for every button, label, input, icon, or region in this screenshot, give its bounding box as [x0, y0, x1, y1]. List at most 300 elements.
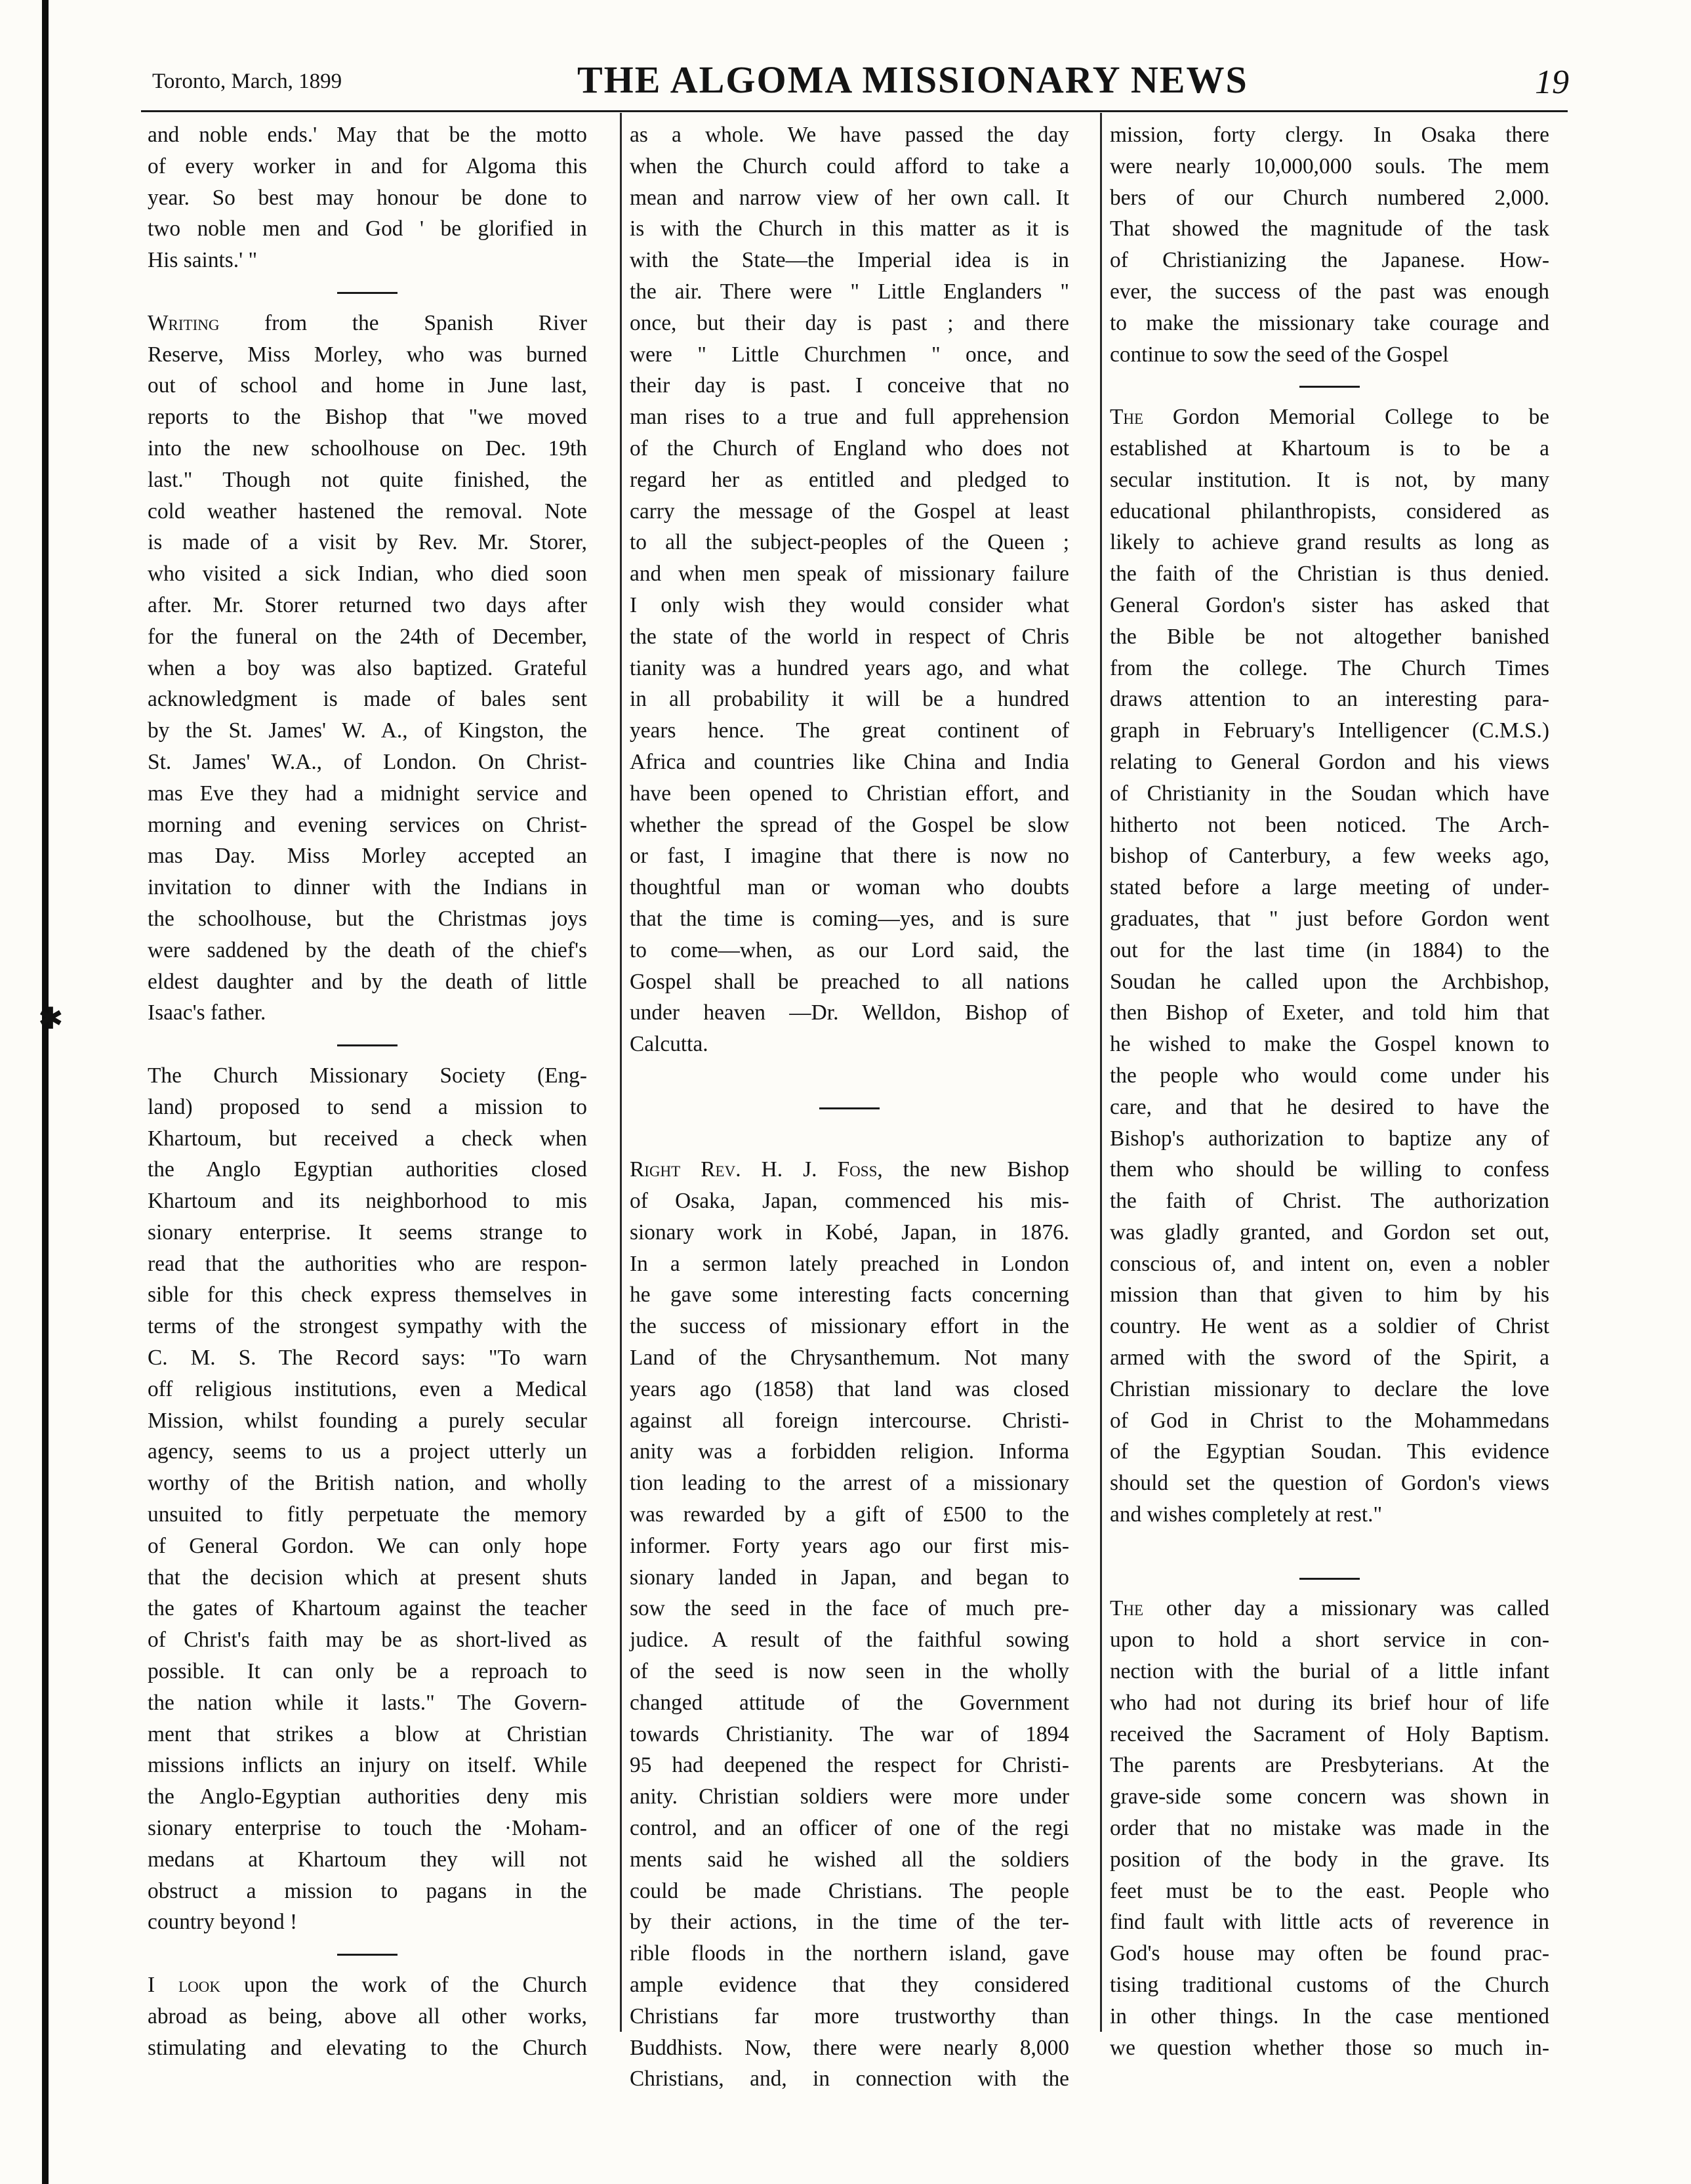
text-line	[630, 1279, 1069, 1311]
text-line	[148, 1060, 587, 1092]
text-line	[148, 464, 587, 496]
text-line	[1110, 558, 1549, 590]
line-text: tion leading to the arrest of a missionary	[630, 1471, 1069, 1496]
line-text: from the Spanish River	[219, 310, 587, 335]
line-text: of Christ's faith may be as short-lived as	[148, 1628, 587, 1653]
line-text: bers of our Church numbered 2,000.	[1110, 185, 1549, 210]
line-text: country beyond !	[148, 1910, 298, 1935]
line-text: judice. A result of the faithful sowing	[630, 1628, 1069, 1653]
text-line	[630, 715, 1069, 747]
line-text: that the decision which at present shuts	[148, 1565, 587, 1590]
text-line	[1110, 464, 1549, 496]
line-text: care, and that he desired to have the	[1110, 1094, 1549, 1119]
line-text: rible floods in the northern island, gave	[630, 1941, 1069, 1966]
line-text: off religious institutions, even a Medical	[148, 1376, 587, 1401]
line-text: the air. There were " Little Englanders "	[630, 279, 1069, 304]
line-text: ample evidence that they considered	[630, 1973, 1069, 1998]
line-text: the gates of Khartoum against the teacher	[148, 1596, 587, 1621]
text-line	[1110, 684, 1549, 715]
line-text: In a sermon lately preached in London	[630, 1251, 1069, 1276]
line-text: of Christianizing the Japanese. How-	[1110, 248, 1549, 273]
text-line	[148, 840, 587, 872]
text-line	[1110, 1060, 1549, 1092]
text-line	[148, 245, 587, 276]
text-line	[148, 1279, 587, 1311]
line-text: eldest daughter and by the death of little	[148, 969, 587, 994]
text-line	[1110, 1656, 1549, 1687]
article-column-1	[148, 119, 587, 2063]
text-line	[1110, 276, 1549, 308]
text-line	[630, 339, 1069, 371]
line-text: draws attention to an interesting para-	[1110, 687, 1549, 712]
line-text: of God in Christ to the Mohammedans	[1110, 1408, 1549, 1433]
line-text: mas Day. Miss Morley accepted an	[148, 844, 587, 869]
text-line	[148, 1781, 587, 1813]
line-text: tianity was a hundred years ago, and what	[630, 655, 1069, 680]
text-line	[630, 872, 1069, 903]
line-text: 95 had deepened the respect for Christi-	[630, 1753, 1069, 1778]
text-line	[630, 1624, 1069, 1656]
line-text: changed attitude of the Government	[630, 1690, 1069, 1715]
text-line	[1110, 997, 1549, 1029]
text-line	[1110, 590, 1549, 621]
text-line	[630, 903, 1069, 935]
line-text: to come—when, as our Lord said, the	[630, 937, 1069, 962]
line-text: that the time is coming—yes, and is sure	[630, 906, 1069, 931]
line-text: stimulating and elevating to the Church	[148, 2035, 587, 2060]
text-line	[1110, 1154, 1549, 1185]
text-line	[1110, 715, 1549, 747]
text-line	[1110, 1750, 1549, 1781]
lead-in-small-caps: Writing	[148, 310, 220, 335]
line-text: read that the authorities who are respon-	[148, 1251, 587, 1276]
line-text: the Bible be not altogether banished	[1110, 624, 1549, 649]
text-line	[1110, 1436, 1549, 1468]
line-text: of every worker in and for Algoma this	[148, 154, 587, 178]
line-text: he wished to make the Gospel known to	[1110, 1032, 1549, 1057]
text-line	[148, 1750, 587, 1781]
text-line	[1110, 1029, 1549, 1060]
text-line	[148, 1624, 587, 1656]
article-column-2	[630, 119, 1069, 2095]
line-text: General Gordon's sister has asked that	[1110, 592, 1549, 617]
text-line	[148, 182, 587, 214]
text-line	[630, 558, 1069, 590]
text-line	[630, 1531, 1069, 1562]
text-line	[630, 1750, 1069, 1781]
line-text: Buddhists. Now, there were nearly 8,000	[630, 2035, 1069, 2060]
issue-date: Toronto, March, 1899	[152, 70, 342, 93]
line-text: were saddened by the death of the chief's	[148, 937, 587, 962]
line-text: Gospel shall be preached to all nations	[630, 969, 1069, 994]
line-text: two noble men and God ' be glorified in	[148, 216, 587, 241]
line-text: mission than that given to him by his	[1110, 1283, 1549, 1308]
text-line	[1110, 2001, 1549, 2032]
text-line	[630, 1813, 1069, 1844]
line-text: the new Bishop	[882, 1157, 1069, 1182]
line-text: the schoolhouse, but the Christmas joys	[148, 906, 587, 931]
line-text: control, and an officer of one of the regi	[630, 1816, 1069, 1841]
line-text: upon the work of the Church	[220, 1973, 587, 1998]
text-line	[148, 1092, 587, 1123]
line-text: sionary work in Kobé, Japan, in 1876.	[630, 1220, 1069, 1245]
text-line	[1110, 402, 1549, 433]
text-line	[630, 496, 1069, 527]
text-line	[630, 308, 1069, 339]
text-line	[148, 402, 587, 433]
line-text: graduates, that " just before Gordon went	[1110, 906, 1549, 931]
line-text: in other things. In the case mentioned	[1110, 2004, 1549, 2029]
text-line	[148, 1468, 587, 1499]
line-text: possible. It can only be a reproach to	[148, 1659, 587, 1684]
line-text: man rises to a true and full apprehension	[630, 405, 1069, 430]
text-line	[630, 1248, 1069, 1280]
paragraph-gap	[630, 1060, 1069, 1092]
line-text: as a whole. We have passed the day	[630, 123, 1069, 147]
text-line	[148, 747, 587, 778]
text-line	[148, 1185, 587, 1217]
text-line	[1110, 1719, 1549, 1750]
lead-in-small-caps: The	[1110, 405, 1144, 430]
text-line	[148, 496, 587, 527]
text-line	[1110, 872, 1549, 903]
text-line	[630, 997, 1069, 1029]
line-text: country. He went as a soldier of Christ	[1110, 1314, 1549, 1339]
text-line	[148, 1217, 587, 1248]
text-line	[148, 339, 587, 371]
text-line	[630, 1405, 1069, 1437]
line-text: sow the seed in the face of much pre-	[630, 1596, 1069, 1621]
line-text: Soudan he called upon the Archbishop,	[1110, 969, 1549, 994]
line-text: Christians far more trustworthy than	[630, 2004, 1069, 2029]
text-line	[148, 1154, 587, 1185]
text-line	[148, 1342, 587, 1374]
text-line	[148, 2001, 587, 2032]
text-line	[1110, 1876, 1549, 1907]
text-line	[630, 1499, 1069, 1531]
line-text: the Anglo Egyptian authorities closed	[148, 1157, 587, 1182]
lead-in-small-caps: I look	[148, 1973, 220, 1998]
text-line	[1110, 1813, 1549, 1844]
text-line	[630, 151, 1069, 182]
text-line	[630, 1562, 1069, 1594]
line-text: Christian missionary to declare the love	[1110, 1376, 1549, 1401]
text-line	[630, 1374, 1069, 1405]
line-text: the state of the world in respect of Chris	[630, 624, 1069, 649]
line-text: unsuited to fitly perpetuate the memory	[148, 1502, 587, 1527]
text-line	[148, 903, 587, 935]
text-line	[630, 370, 1069, 402]
line-text: whether the spread of the Gospel be slow	[630, 812, 1069, 837]
line-text: were nearly 10,000,000 souls. The mem	[1110, 154, 1549, 178]
line-text: is made of a visit by Rev. Mr. Storer,	[148, 530, 587, 555]
text-line	[148, 966, 587, 998]
text-line	[630, 966, 1069, 998]
line-text: obstruct a mission to pagans in the	[148, 1878, 587, 1903]
text-line	[1110, 308, 1549, 339]
text-line	[1110, 653, 1549, 684]
line-text: anity was a forbidden religion. Informa	[630, 1439, 1069, 1464]
text-line	[148, 1311, 587, 1342]
text-line	[148, 1562, 587, 1594]
text-line	[148, 872, 587, 903]
line-text: position of the body in the grave. Its	[1110, 1847, 1549, 1872]
page-binding-edge	[42, 0, 49, 2184]
line-text: medans at Khartoum they will not	[148, 1847, 587, 1872]
text-line	[1110, 840, 1549, 872]
line-text: Reserve, Miss Morley, who was burned	[148, 342, 587, 367]
text-line	[148, 1844, 587, 1876]
text-line	[630, 621, 1069, 653]
line-text: have been opened to Christian effort, and	[630, 781, 1069, 806]
text-line	[630, 402, 1069, 433]
line-text: when the Church could afford to take a	[630, 154, 1069, 178]
text-line	[148, 590, 587, 621]
line-text: the faith of Christ. The authorization	[1110, 1189, 1549, 1214]
line-text: with the State—the Imperial idea is in	[630, 248, 1069, 273]
header-rule	[141, 110, 1568, 112]
text-line	[1110, 213, 1549, 245]
line-text: stated before a large meeting of under-	[1110, 875, 1549, 900]
text-line	[148, 810, 587, 841]
article-column-3	[1110, 119, 1549, 2063]
line-text: I only wish they would consider what	[630, 592, 1069, 617]
text-line	[148, 1906, 587, 1938]
line-text: years ago (1858) that land was closed	[630, 1376, 1069, 1401]
text-line	[630, 276, 1069, 308]
line-text: acknowledgment is made of bales sent	[148, 687, 587, 712]
text-line	[1110, 1593, 1549, 1624]
line-text: last." Though not quite finished, the	[148, 467, 587, 492]
text-line	[1110, 1311, 1549, 1342]
column-rule-1	[620, 113, 622, 2032]
text-line	[630, 1719, 1069, 1750]
line-text: the faith of the Christian is thus denied.	[1110, 562, 1549, 587]
text-line	[630, 1468, 1069, 1499]
line-text: of the Church of England who does not	[630, 436, 1069, 461]
text-line	[1110, 1342, 1549, 1374]
line-text: against all foreign intercourse. Christi-	[630, 1408, 1069, 1433]
line-text: mission, forty clergy. In Osaka there	[1110, 123, 1549, 147]
text-line	[148, 1593, 587, 1624]
line-text: from the college. The Church Times	[1110, 655, 1549, 680]
line-text: Bishop's authorization to baptize any of	[1110, 1126, 1549, 1151]
line-text: by the St. James' W. A., of Kingston, the	[148, 718, 587, 743]
line-text: carry the message of the Gospel at least	[630, 499, 1069, 524]
line-text: nection with the burial of a little infant	[1110, 1659, 1549, 1684]
text-line	[1110, 433, 1549, 464]
text-line	[148, 2032, 587, 2064]
text-line	[630, 810, 1069, 841]
text-line	[630, 778, 1069, 810]
section-divider	[1110, 1562, 1549, 1594]
text-line	[630, 653, 1069, 684]
line-text: Khartoum, but received a check when	[148, 1126, 587, 1151]
line-text: The parents are Presbyterians. At the	[1110, 1753, 1549, 1778]
text-line	[148, 778, 587, 810]
line-text: by their actions, in the time of the ter-	[630, 1910, 1069, 1935]
text-line	[1110, 1123, 1549, 1155]
line-text: when a boy was also baptized. Grateful	[148, 655, 587, 680]
line-text: of Osaka, Japan, commenced his mis-	[630, 1189, 1069, 1214]
text-line	[1110, 621, 1549, 653]
line-text: grave-side some concern was shown in	[1110, 1784, 1549, 1809]
line-text: for the funeral on the 24th of December,	[148, 624, 587, 649]
line-text: morning and evening services on Christ-	[148, 812, 587, 837]
line-text: Land of the Chrysanthemum. Not many	[630, 1346, 1069, 1370]
line-text: anity. Christian soldiers were more under	[630, 1784, 1069, 1809]
line-text: who had not during its brief hour of life	[1110, 1690, 1549, 1715]
text-line	[1110, 1969, 1549, 2001]
line-text: informer. Forty years ago our first mis-	[630, 1533, 1069, 1558]
text-line	[1110, 527, 1549, 558]
text-line	[1110, 151, 1549, 182]
text-line	[1110, 1687, 1549, 1719]
line-text: C. M. S. The Record says: "To warn	[148, 1346, 587, 1370]
text-line	[148, 1687, 587, 1719]
line-text: established at Khartoum is to be a	[1110, 436, 1549, 461]
text-line	[148, 558, 587, 590]
line-text: the success of missionary effort in the	[630, 1314, 1069, 1339]
text-line	[1110, 1279, 1549, 1311]
text-line	[148, 1876, 587, 1907]
text-line	[630, 1311, 1069, 1342]
line-text: bishop of Canterbury, a few weeks ago,	[1110, 844, 1549, 869]
text-line	[148, 1969, 587, 2001]
line-text: the nation while it lasts." The Govern-	[148, 1690, 587, 1715]
section-divider	[630, 1092, 1069, 1123]
text-line	[148, 119, 587, 151]
line-text: continue to sow the seed of the Gospel	[1110, 342, 1449, 367]
line-text: once, but their day is past ; and there	[630, 310, 1069, 335]
line-text: other day a missionary was called	[1143, 1596, 1549, 1621]
text-line	[630, 840, 1069, 872]
section-divider	[148, 276, 587, 308]
section-divider	[148, 1938, 587, 1969]
line-text: Mission, whilst founding a purely secular	[148, 1408, 587, 1433]
text-line	[630, 527, 1069, 558]
text-line	[148, 1813, 587, 1844]
text-line	[148, 151, 587, 182]
margin-mark-icon: ✱	[38, 1002, 64, 1035]
lead-in-small-caps: Right Rev. H. J. Foss,	[630, 1157, 883, 1182]
line-text: then Bishop of Exeter, and told him that	[1110, 1000, 1549, 1025]
text-line	[1110, 1906, 1549, 1938]
text-line	[630, 1906, 1069, 1938]
line-text: of Christianity in the Soudan which have	[1110, 781, 1549, 806]
line-text: the people who would come under his	[1110, 1063, 1549, 1088]
line-text: could be made Christians. The people	[630, 1878, 1069, 1903]
line-text: That showed the magnitude of the task	[1110, 216, 1549, 241]
text-line	[1110, 1248, 1549, 1280]
text-line	[148, 1123, 587, 1155]
line-text: tising traditional customs of the Church	[1110, 1973, 1549, 1998]
text-line	[1110, 1844, 1549, 1876]
line-text: invitation to dinner with the Indians in	[148, 875, 587, 900]
text-line	[630, 119, 1069, 151]
line-text: land) proposed to send a mission to	[148, 1094, 587, 1119]
line-text: to all the subject-peoples of the Queen ;	[630, 530, 1069, 555]
page-number: 19	[1535, 64, 1569, 101]
lead-in-small-caps: The	[1110, 1596, 1144, 1621]
text-line	[148, 213, 587, 245]
line-text: sionary enterprise to touch the ·Moham-	[148, 1816, 587, 1841]
line-text: received the Sacrament of Holy Baptism.	[1110, 1721, 1549, 1746]
line-text: graph in February's Intelligencer (C.M.S.)	[1110, 718, 1549, 743]
text-line	[1110, 966, 1549, 998]
text-line	[630, 590, 1069, 621]
text-line	[148, 715, 587, 747]
line-text: Africa and countries like China and India	[630, 749, 1069, 774]
text-line	[148, 653, 587, 684]
line-text: under heaven —Dr. Welldon, Bishop of	[630, 1000, 1069, 1025]
text-line	[1110, 1374, 1549, 1405]
text-line	[148, 1656, 587, 1687]
text-line	[630, 2063, 1069, 2095]
line-text: His saints.' "	[148, 248, 258, 273]
text-line	[1110, 1938, 1549, 1969]
text-line	[148, 1719, 587, 1750]
line-text: worthy of the British nation, and wholly	[148, 1471, 587, 1496]
line-text: was gladly granted, and Gordon set out,	[1110, 1220, 1549, 1245]
line-text: we question whether those so much in-	[1110, 2035, 1549, 2060]
text-line	[148, 1531, 587, 1562]
text-line	[630, 684, 1069, 715]
text-line	[1110, 245, 1549, 276]
line-text: likely to achieve grand results as long as	[1110, 530, 1549, 555]
line-text: into the new schoolhouse on Dec. 19th	[148, 436, 587, 461]
line-text: was rewarded by a gift of £500 to the	[630, 1502, 1069, 1527]
line-text: sionary enterprise. It seems strange to	[148, 1220, 587, 1245]
line-text: the Anglo-Egyptian authorities deny mis	[148, 1784, 587, 1809]
text-line	[630, 1342, 1069, 1374]
text-line	[148, 684, 587, 715]
line-text: find fault with little acts of reverence in	[1110, 1910, 1549, 1935]
line-text: their day is past. I conceive that no	[630, 373, 1069, 398]
text-line	[630, 1687, 1069, 1719]
text-line	[148, 621, 587, 653]
text-line	[1110, 119, 1549, 151]
line-text: Calcutta.	[630, 1032, 708, 1057]
text-line	[630, 213, 1069, 245]
line-text: or fast, I imagine that there is now no	[630, 844, 1069, 869]
line-text: them who should be willing to confess	[1110, 1157, 1549, 1182]
text-line	[630, 1436, 1069, 1468]
line-text: of General Gordon. We can only hope	[148, 1533, 587, 1558]
text-line	[630, 2032, 1069, 2064]
line-text: terms of the strongest sympathy with the	[148, 1314, 587, 1339]
text-line	[630, 1185, 1069, 1217]
line-text: mas Eve they had a midnight service and	[148, 781, 587, 806]
line-text: Isaac's father.	[148, 1000, 266, 1025]
text-line	[1110, 935, 1549, 966]
text-line	[1110, 1185, 1549, 1217]
line-text: of the seed is now seen in the wholly	[630, 1659, 1069, 1684]
text-line	[630, 2001, 1069, 2032]
text-line	[148, 308, 587, 339]
line-text: regard her as entitled and pledged to	[630, 467, 1069, 492]
paragraph-gap	[1110, 1531, 1549, 1562]
line-text: sible for this check express themselves in	[148, 1283, 587, 1308]
newspaper-title-text: THE ALGOMA MISSIONARY NEWS	[577, 58, 1248, 101]
text-line	[1110, 903, 1549, 935]
line-text: ever, the success of the past was enough	[1110, 279, 1549, 304]
text-line	[1110, 1405, 1549, 1437]
line-text: reports to the Bishop that "we moved	[148, 405, 587, 430]
line-text: missions inflicts an injury on itself. While	[148, 1753, 587, 1778]
line-text: feet must be to the east. People who	[1110, 1878, 1549, 1903]
text-line	[1110, 496, 1549, 527]
